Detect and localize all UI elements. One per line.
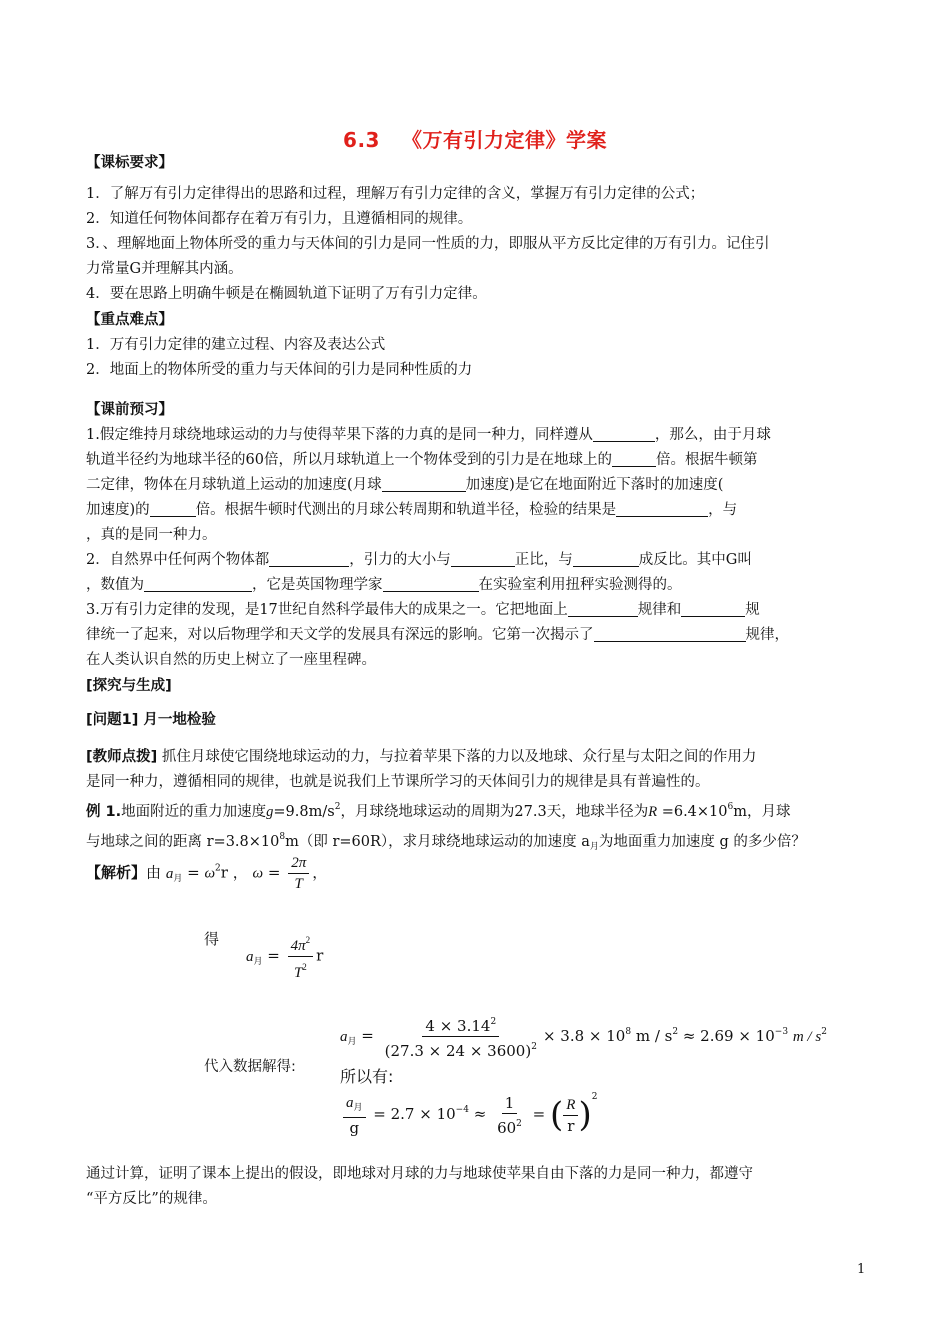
- answer-blank[interactable]: [382, 475, 466, 492]
- section-heading-explore: [探究与生成]: [86, 678, 172, 694]
- text-run: 加速度)的: [86, 502, 150, 518]
- answer-blank[interactable]: [451, 550, 515, 567]
- answer-blank[interactable]: [616, 500, 708, 517]
- title-text: 《万有引力定律》学案: [401, 128, 607, 152]
- preview-question-3: [86, 598, 866, 623]
- example-1-line2: 与地球之间的距离 $r=3.8\times 10^8m$（即 r=60R），求月球绕地球运动的加速度 $a_月$为地面重力加速度 g 的多少倍？: [86, 832, 806, 852]
- document-body: [86, 150, 866, 860]
- preview-question-2-line2: [86, 573, 866, 598]
- problem-heading: [问题1] 月一地检验: [86, 712, 216, 728]
- preview-question-3-line2: [86, 623, 866, 648]
- solution-formula-4: $\frac{a_月}{g}$ = $2.7 \times 10^{-4}$ ≈ $\frac{1}{60^2}$ = ( $\frac{R}{r}$ )$^2$: [340, 1092, 597, 1138]
- text-run: m，月球: [733, 804, 791, 820]
- key-point-item: 1．万有引力定律的建立过程、内容及表达公式: [86, 337, 386, 353]
- preview-question-1: [86, 423, 866, 448]
- text-run: 1.假定维持月球绕地球运动的力与使得苹果下落的力真的是同一种力，同样遵从: [86, 427, 593, 443]
- requirement-item: 3．、理解地面上物体所受的重力与天体间的引力是同一性质的力，即服从平方反比定律的万有引力。记住引: [86, 236, 770, 252]
- text-run: 二定律，物体在月球轨道上运动的加速度(月球: [86, 477, 382, 493]
- text-run: 2．自然界中任何两个物体都: [86, 552, 270, 568]
- answer-blank[interactable]: [681, 600, 745, 617]
- teacher-tip: [86, 745, 866, 770]
- text-run: 在人类认识自然的历史上树立了一座里程碑。: [86, 652, 376, 668]
- text-run: =6.4×10: [657, 804, 728, 820]
- solution-formula-2: $a_月$ = $\frac{4\pi^2}{T^2}$ r: [246, 930, 323, 983]
- text-run: 倍。根据牛顿第: [655, 452, 758, 468]
- text-run: ，它是英国物理学家: [252, 577, 383, 593]
- plug-in-label: 代入数据解得:: [204, 1059, 296, 1075]
- page-number: 1: [857, 1262, 866, 1277]
- key-point-item: 2．地面上的物体所受的重力与天体间的引力是同种性质的力: [86, 362, 473, 378]
- conclusion-line-1: 通过计算，证明了课本上提出的假设，即地球对月球的力与地球使苹果自由下落的力是同一种力，都遵守: [86, 1166, 753, 1182]
- answer-blank[interactable]: [593, 425, 655, 442]
- conclusion-line-2: “平方反比”的规律。: [86, 1191, 217, 1207]
- text-run: 月: [589, 842, 599, 852]
- answer-blank[interactable]: [594, 625, 746, 642]
- text-run: 正比，与: [514, 552, 573, 568]
- preview-question-1-line3: [86, 473, 866, 498]
- answer-blank[interactable]: [144, 575, 252, 592]
- answer-blank[interactable]: [612, 450, 656, 467]
- preview-question-1-line2: [86, 448, 866, 473]
- text-run: =9.8m/s: [273, 804, 335, 820]
- example-label: 例 1.: [86, 804, 122, 820]
- text-run: 轨道半径约为地球半径的60倍，所以月球轨道上一个物体受到的引力是在地球上的: [86, 452, 612, 468]
- text-run: 与地球之间的距离 r=3.8×10: [86, 834, 280, 850]
- text-run: 地面附近的重力加速度: [121, 804, 267, 820]
- example-1: 例 1.地面附近的重力加速度$g=9.8m/s^2$，月球绕地球运动的周期为27.3天，地球半径为$R =6.4\times 10^6m$，月球: [86, 802, 791, 820]
- section-heading-requirements: 【课标要求】: [86, 155, 173, 171]
- preview-question-3-line3: [86, 648, 866, 673]
- solution-label: 【解析】: [86, 863, 147, 882]
- answer-blank[interactable]: [150, 500, 196, 517]
- text-run: 3.万有引力定律的发现，是17世纪自然科学最伟大的成果之一。它把地面上: [86, 602, 568, 618]
- tip-label: [教师点拨]: [86, 749, 158, 765]
- text-run: ，那么，由于月球: [654, 427, 771, 443]
- text-run: 规律和: [637, 602, 682, 618]
- text-run: 规: [745, 602, 760, 618]
- requirement-item: 力常量G并理解其内涵。: [86, 261, 243, 277]
- answer-blank[interactable]: [568, 600, 638, 617]
- text-run: 规律，: [745, 627, 789, 643]
- answer-blank[interactable]: [573, 550, 639, 567]
- solution-de-label: 得: [204, 930, 220, 948]
- text-run: ，引力的大小与: [349, 552, 451, 568]
- section-heading-key-points: 【重点难点】: [86, 312, 173, 328]
- requirement-item: 4．要在思路上明确牛顿是在椭圆轨道下证明了万有引力定律。: [86, 286, 487, 302]
- preview-question-1-line4: [86, 498, 866, 523]
- text-run: 在实验室利用扭秤实验测得的。: [478, 577, 682, 593]
- text-run: 由: [146, 863, 162, 882]
- section-heading-preview: 【课前预习】: [86, 402, 173, 418]
- solution-line-1: 【解析】由 $a_月 = \omega^2r$ ， ω = $\frac{2\pi}{T}$ ，: [86, 855, 328, 892]
- answer-blank[interactable]: [269, 550, 349, 567]
- therefore-label: 所以有:: [340, 1067, 394, 1086]
- text-run: 成反比。其中G叫: [638, 552, 752, 568]
- text-run: m（即 r=60R），求月球绕地球运动的加速度 a: [285, 834, 590, 850]
- text-run: 律统一了起来，对以后物理学和天文学的发展具有深远的影响。它第一次揭示了: [86, 627, 594, 643]
- conclusion: [86, 1162, 866, 1212]
- requirement-item: 1．了解万有引力定律得出的思路和过程，理解万有引力定律的含义，掌握万有引力定律的公式；: [86, 186, 705, 202]
- preview-question-1-line5: [86, 523, 866, 548]
- text-run: 抓住月球使它围绕地球运动的力，与拉着苹果下落的力以及地球、众行星与太阳之间的作用力: [161, 749, 757, 765]
- text-run: 加速度)是它在地面附近下落时的加速度(: [465, 477, 724, 493]
- text-run: g: [266, 804, 274, 820]
- text-run: 为地面重力加速度 g 的多少倍？: [598, 834, 806, 850]
- text-run: 倍。根据牛顿时代测出的月球公转周期和轨道半径，检验的结果是: [195, 502, 617, 518]
- text-run: R: [648, 804, 658, 820]
- requirement-item: 2．知道任何物体间都存在着万有引力，且遵循相同的规律。: [86, 211, 473, 227]
- answer-blank[interactable]: [383, 575, 479, 592]
- text-run: ，月球绕地球运动的周期为27.3天，地球半径为: [340, 804, 649, 820]
- text-run: ，数值为: [86, 577, 144, 593]
- solution-formula-3: $a_月$ = $\frac{4 \times 3.14^2}{(27.3 \times 24 \times 3600)^2}$ × $3.8 \times 10^8$ $m / s^2 \approx 2.69 \times 10^{-3}$ m / $s^2$: [340, 1012, 827, 1061]
- text-run: ，真的是同一种力。: [86, 527, 217, 543]
- page-title: [0, 124, 950, 153]
- text-run: ，与: [708, 502, 738, 518]
- teacher-tip-line2: 是同一种力，遵循相同的规律，也就是说我们上节课所学习的天体间引力的规律是具有普遍性的。: [86, 774, 710, 790]
- preview-question-2: [86, 548, 866, 573]
- title-number: 6.3: [343, 128, 380, 152]
